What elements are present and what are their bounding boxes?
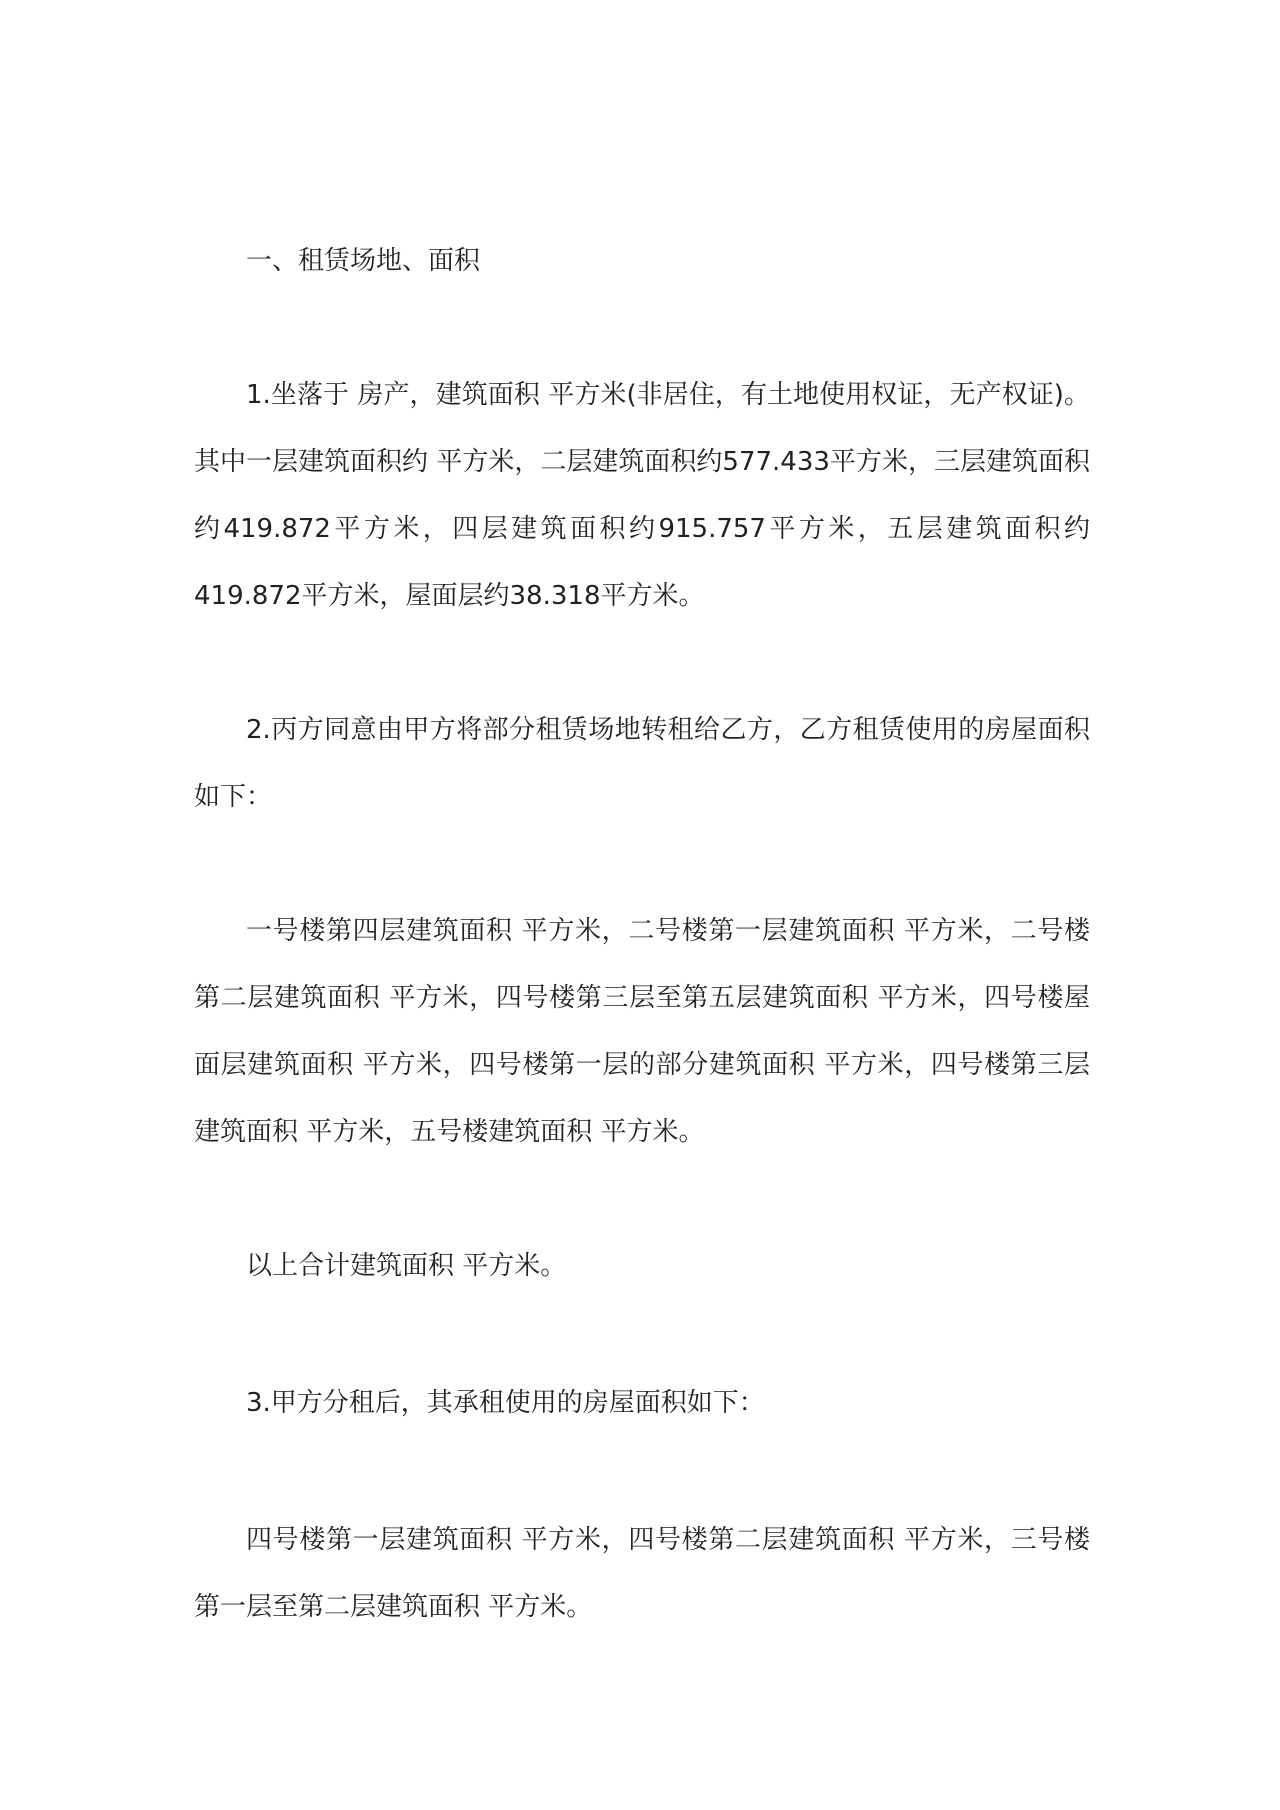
paragraph-tenant-a-intro: 3.甲方分租后，其承租使用的房屋面积如下：	[246, 1388, 765, 1418]
paragraph-sublease-consent: 2.丙方同意由甲方将部分租赁场地转租给乙方，乙方租赁使用的房屋面积如下：	[194, 715, 1090, 812]
paragraph-location-area: 1.坐落于 房产，建筑面积 平方米(非居住，有土地使用权证，无产权证)。其中一层建筑面积约 平方米，二层建筑面积约577.433平方米，三层建筑面积约419.872平方米，四层建筑面积约915.757平方米，五层建筑面积约419.872平方米，屋面层约38.318平方米。	[194, 380, 1090, 611]
document-body	[194, 228, 1090, 1641]
paragraph-tenant-b-areas: 一号楼第四层建筑面积 平方米，二号楼第一层建筑面积 平方米，二号楼第二层建筑面积 平方米，四号楼第三层至第五层建筑面积 平方米，四号楼屋面层建筑面积 平方米，四号楼第一层的部分建筑面积 平方米，四号楼第三层建筑面积 平方米，五号楼建筑面积 平方米。	[194, 916, 1090, 1147]
paragraph-total-area: 以上合计建筑面积 平方米。	[246, 1251, 567, 1281]
section-heading: 一、租赁场地、面积	[246, 246, 481, 276]
paragraph-tenant-a-areas: 四号楼第一层建筑面积 平方米，四号楼第二层建筑面积 平方米，三号楼第一层至第二层建筑面积 平方米。	[194, 1525, 1090, 1622]
